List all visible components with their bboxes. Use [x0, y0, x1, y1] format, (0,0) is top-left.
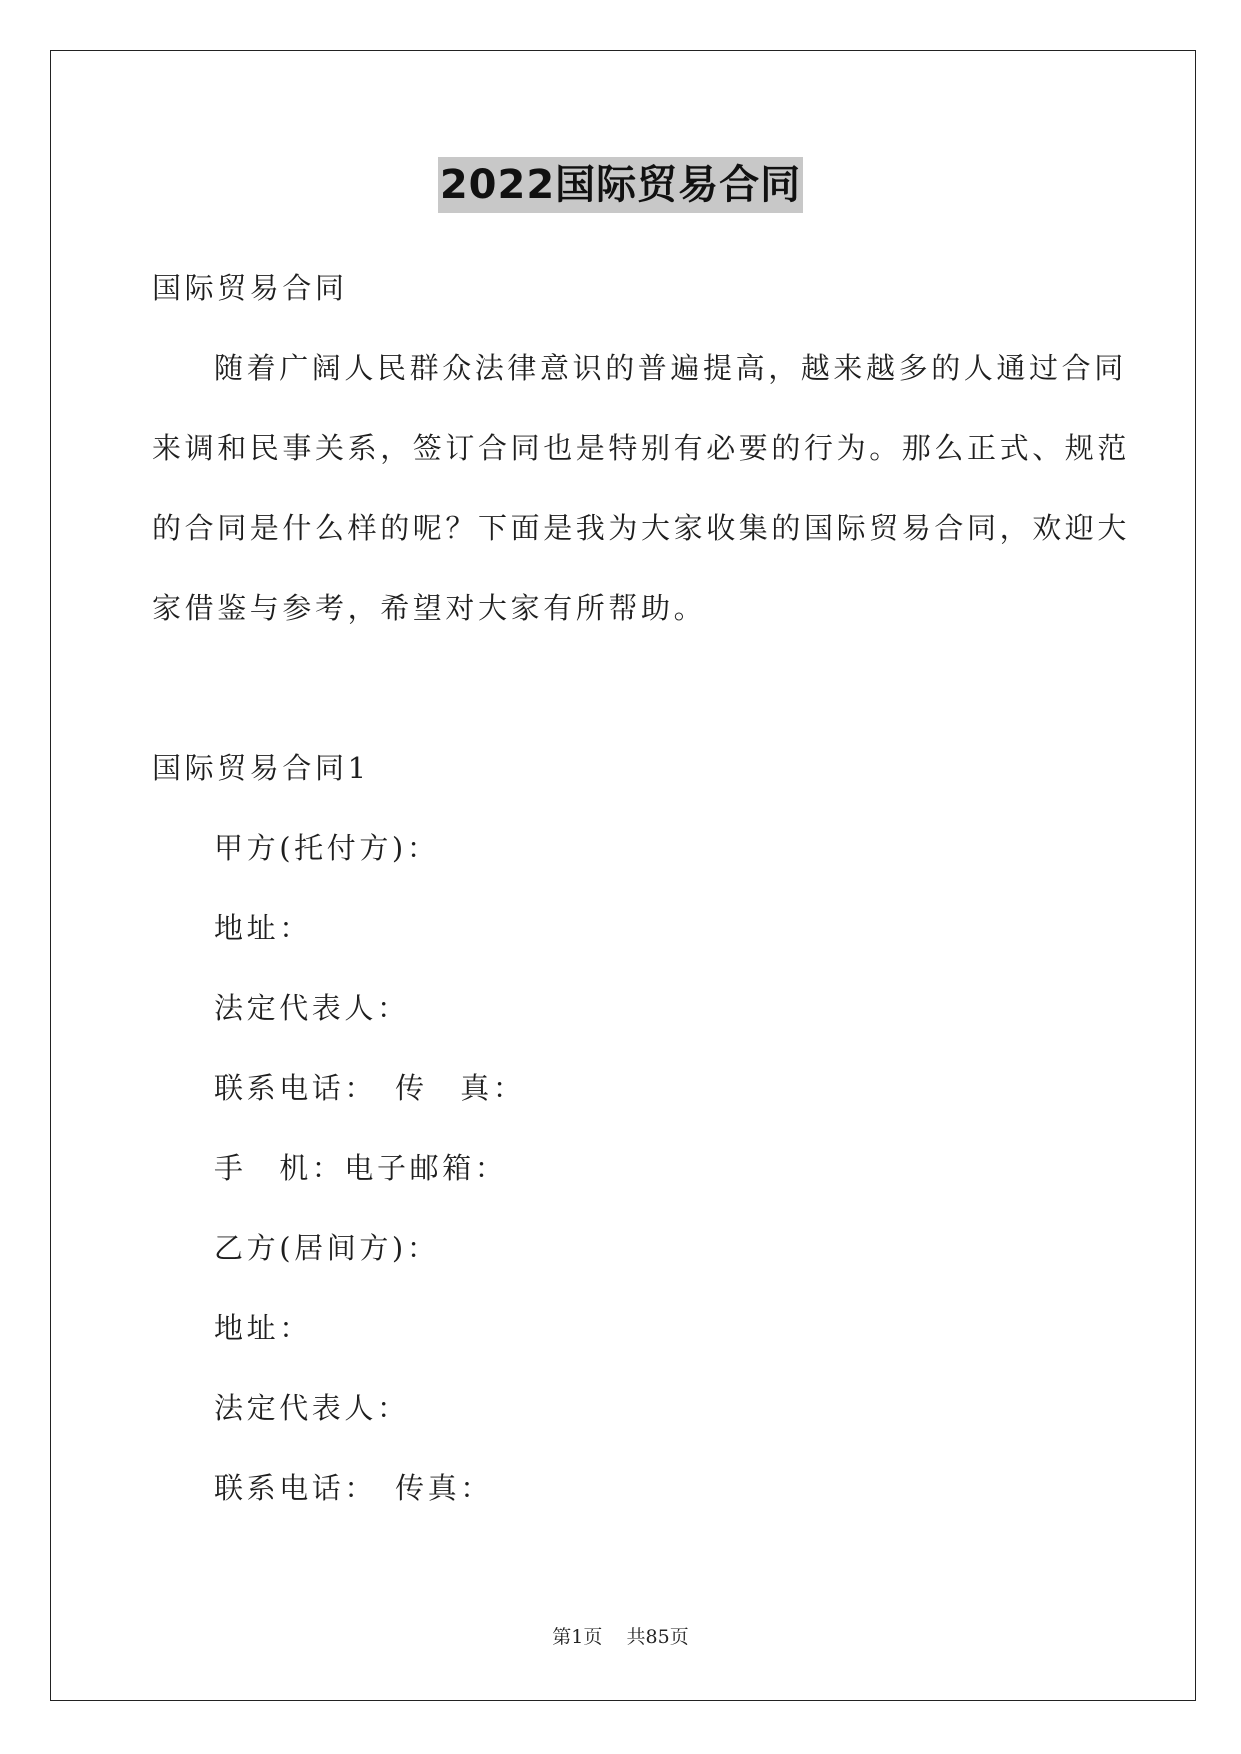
- total-prefix: 共: [626, 1626, 646, 1648]
- page-total: 85: [645, 1626, 670, 1648]
- total-unit: 页: [669, 1626, 689, 1648]
- title-container: [0, 157, 1241, 213]
- intro-line: 随着广阔人民群众法律意识的普遍提高，越来越多的人通过合同: [214, 351, 1127, 385]
- intro-line: 来调和民事关系，签订合同也是特别有必要的行为。那么正式、规范: [152, 431, 1131, 465]
- field-legal-rep: 法定代表人：: [214, 991, 410, 1025]
- field-party-a: 甲方(托付方)：: [214, 831, 440, 865]
- field-address: 地址：: [214, 911, 312, 945]
- document-subtitle: 国际贸易合同: [152, 271, 348, 305]
- field-address: 地址：: [214, 1311, 312, 1345]
- intro-line: 家借鉴与参考，希望对大家有所帮助。: [152, 591, 707, 625]
- page-footer: [0, 1622, 1241, 1649]
- field-party-b: 乙方(居间方)：: [214, 1231, 440, 1265]
- page-unit: 页: [583, 1626, 603, 1648]
- page-prefix: 第: [552, 1626, 572, 1648]
- field-phone-fax: 联系电话： 传真：: [214, 1471, 493, 1505]
- document-title: 2022国际贸易合同: [438, 157, 803, 213]
- field-legal-rep: 法定代表人：: [214, 1391, 410, 1425]
- intro-line: 的合同是什么样的呢？下面是我为大家收集的国际贸易合同，欢迎大: [152, 511, 1131, 545]
- field-phone-fax: 联系电话： 传 真：: [214, 1071, 526, 1105]
- page-current: 1: [571, 1626, 584, 1648]
- section-heading: 国际贸易合同1: [152, 751, 370, 785]
- field-mobile-email: 手 机：电子邮箱：: [214, 1151, 508, 1185]
